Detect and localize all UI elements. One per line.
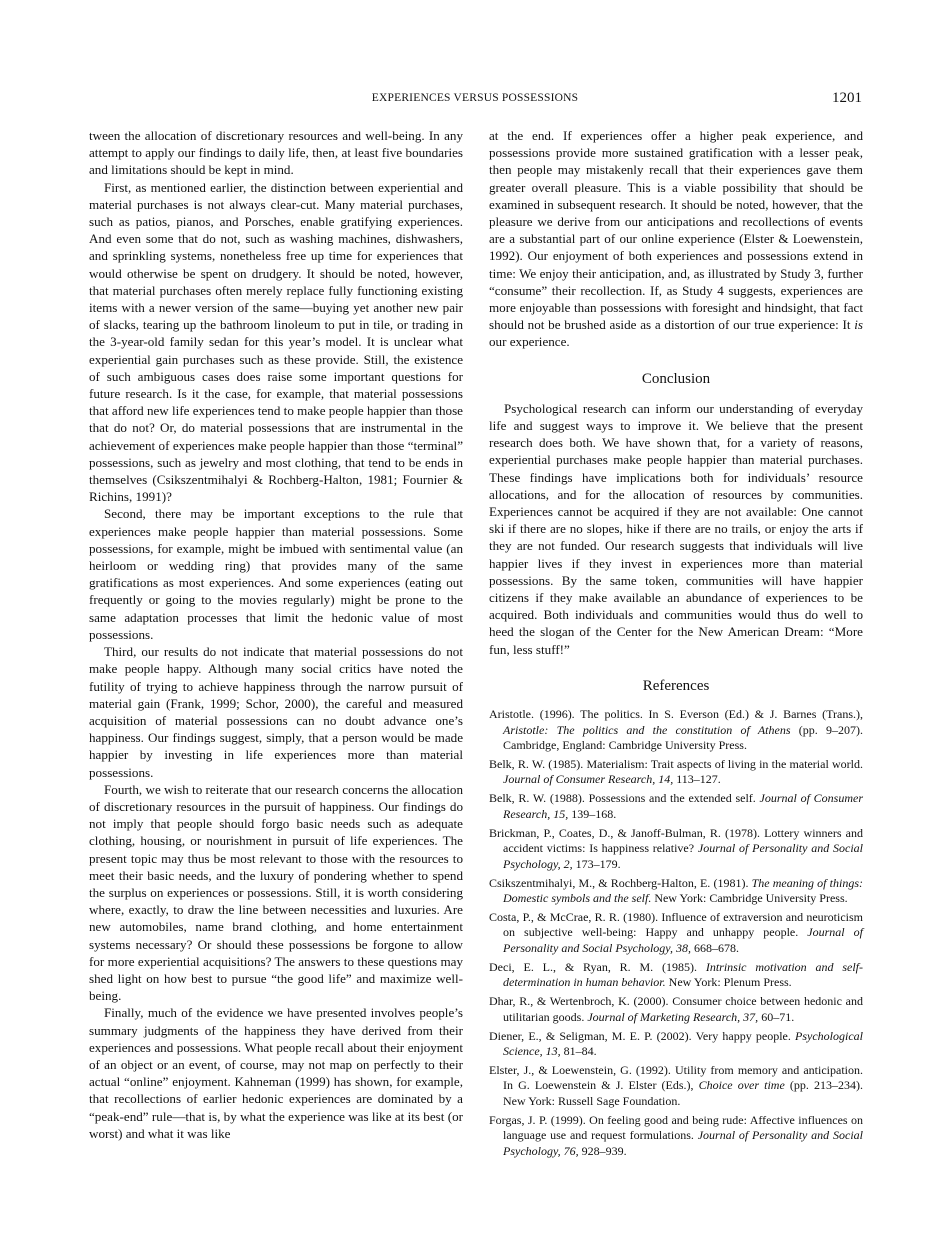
ref-italic: Journal of Personality and Social Psychology, 2, [503, 841, 864, 871]
ref-text: Deci, E. L., & Ryan, R. M. (1985). [489, 959, 706, 974]
references-heading: References [642, 677, 710, 694]
ref-text: 60–71. [758, 1009, 795, 1024]
ref-text: (pp. 9–207). Cambridge, England: Cambridge University Press. [503, 722, 864, 752]
reference-entry [489, 791, 863, 822]
reference-list [489, 707, 863, 1159]
ref-italic: The meaning of things: Domestic symbols and the self. [503, 875, 863, 905]
ref-text: Aristotle. (1996). The politics. In S. Everson (Ed.) & J. Barnes (Trans.), [489, 707, 863, 722]
body-paragraph [489, 127, 863, 351]
reference-entry [489, 1063, 863, 1109]
ref-text: 139–168. [568, 806, 617, 821]
reference-entry [489, 1029, 863, 1060]
reference-entry [489, 757, 863, 788]
body-paragraph: Second, there may be important exceptions to the rule that experiences make people happier than material possessions. Some possessions, for example, might be imbued with sentimental value (an heirloom or wedding ring) that provides many of the same gratifications as most experiences. And some experiences (eating out frequently or going to the movies regularly) might be prone to the same adaptation processes that limit the hedonic value of most possessions. [89, 506, 463, 642]
body-paragraph: Finally, much of the evidence we have presented involves people’s summary judgments of the happiness they have derived from their experiences and possessions. What people recall about their enjoyment of an object or an event, of course, may not map on perfectly to their actual “online” enjoyment. Kahneman (1999) has shown, for example, that recollections of earlier hedonic experiences are dominated by a “peak-end” rule—that is, by what the experience was like at its best (or worst) and what it was like [89, 1005, 463, 1141]
reference-entry [489, 910, 863, 956]
ref-text: Csikszentmihalyi, M., & Rochberg-Halton, E. (1981). [489, 875, 752, 890]
ref-text: New York: Cambridge University Press. [651, 890, 848, 905]
ref-italic: Psychological Science, 13, [503, 1028, 863, 1058]
body-paragraph: Third, our results do not indicate that material possessions do not make people happy. Although many social critics have noted the futility of trying to achieve happiness through the narrow pursuit of material gain (Frank, 1999; Schor, 2000), the careful and measured acquisition of material possessions can no doubt advance one’s happiness. Our findings suggest, simply, that a person would be made happier by investing in life experiences more than material possessions. [89, 644, 463, 780]
ref-italic: Aristotle: The politics and the constitution of Athens [503, 722, 791, 737]
conclusion-heading: Conclusion [641, 370, 711, 387]
reference-entry [489, 876, 863, 907]
reference-entry [489, 707, 863, 753]
ref-text: Elster, J., & Loewenstein, G. (1992). Utility from memory and anticipation. In G. Loewenstein & J. Elster (Eds.), [489, 1062, 863, 1093]
ref-text: New York: Plenum Press. [665, 975, 792, 990]
running-title: EXPERIENCES VERSUS POSSESSIONS [371, 92, 579, 104]
ref-italic: Choice over time [698, 1078, 785, 1093]
emphasis-text: is [854, 317, 863, 333]
body-paragraph: tween the allocation of discretionary resources and well-being. In any attempt to apply our findings to daily life, then, at least five boundaries and limitations should be kept in mind. [89, 128, 463, 178]
ref-text: Forgas, J. P. (1999). On feeling good and being rude: Affective influences on language use and request formulations. [489, 1112, 863, 1143]
ref-italic: Journal of Personality and Social Psychology, 38, [503, 925, 863, 955]
ref-text: Costa, P., & McCrae, R. R. (1980). Influence of extraversion and neuroticism on subjective well-being: Happy and unhappy people. [489, 909, 863, 940]
reference-entry [489, 994, 863, 1025]
ref-text: 113–127. [673, 772, 721, 787]
ref-text: 173–179. [572, 856, 621, 871]
reference-entry [489, 1113, 863, 1159]
ref-italic: Journal of Consumer Research, 15, [503, 791, 864, 821]
continuation-end-text: our experience. [489, 334, 570, 350]
conclusion-paragraph: Psychological research can inform our understanding of everyday life and suggest ways to improve it. We believe that the present research does both. We have shown that, for a variety of reasons, experiential purchases make people happier than material purchases. These findings have implications both for individuals’ resource allocations, and for the allocation of resources by communities. Experiences cannot be acquired if they are not available: One cannot ski if there are no slopes, hike if there are no trails, or enjoy the arts if they are not funded. Our research suggests that individuals will live happier lives if they invest in experiences more than material possessions. By the same token, communities will have happier citizens if they make available an abundance of experiences to be acquired. Both individuals and communities would thus do well to heed the slogan of the Center for the New American Dream: “More fun, less stuff!” [489, 400, 863, 657]
ref-text: Belk, R. W. (1985). Materialism: Trait aspects of living in the material world. [489, 756, 863, 771]
page-number: 1201 [832, 90, 862, 106]
ref-italic: Journal of Personality and Social Psychology, 76, [503, 1128, 863, 1158]
ref-text: 928–939. [578, 1143, 627, 1158]
ref-text: Belk, R. W. (1988). Possessions and the extended self. [489, 791, 760, 806]
ref-text: (pp. 213–234). New York: Russell Sage Foundation. [503, 1078, 863, 1108]
running-head [0, 92, 950, 108]
right-column [489, 127, 863, 1163]
reference-entry [489, 826, 863, 872]
ref-text: Diener, E., & Seligman, M. E. P. (2002). Very happy people. [489, 1028, 796, 1043]
continuation-text: at the end. If experiences offer a higher peak experience, and possessions provide more sustained gratification with a lesser peak, then people may mistakenly recall that their experiences gave them greater overall pleasure. This is a viable possibility that should be examined in subsequent research. It should be noted, however, that the pleasure we derive from our anticipations and recollections of events are a substantial part of our online experience (Elster & Loewenstein, 1992). Our enjoyment of both experiences and possessions extend in time: We enjoy their anticipation, and, as illustrated by Study 3, further “consume” their recollection. If, as Study 4 suggests, experiences are more enjoyable than possessions with foresight and hindsight, that fact should not be brushed aside as a distortion of our true experience: It [489, 128, 863, 333]
ref-text: Brickman, P., Coates, D., & Janoff-Bulman, R. (1978). Lottery winners and accident victims: Is happiness relative? [489, 825, 863, 856]
ref-text: Dhar, R., & Wertenbroch, K. (2000). Consumer choice between hedonic and utilitarian goods. [489, 994, 863, 1024]
reference-entry [489, 960, 863, 991]
ref-text: 81–84. [560, 1043, 597, 1058]
ref-italic: Journal of Marketing Research, 37, [587, 1009, 759, 1024]
ref-italic: Journal of Consumer Research, 14, [503, 772, 674, 787]
ref-italic: Intrinsic motivation and self-determination in human behavior. [503, 959, 863, 990]
body-paragraph: First, as mentioned earlier, the distinction between experiential and material purchases is not always clear-cut. Many material purchases, such as patios, pianos, and Porsches, enable gratifying experiences. And even some that do not, such as washing machines, dishwashers, and sprinkling systems, nonetheless free up time for experiences that would otherwise be spent on drudgery. It should be noted, however, that material purchases often merely replace fully functioning existing items with a newer version of the same—buying yet another new pair of slacks, tearing up the bathroom linoleum to put in tile, or trading in the 3-year-old family sedan for this year’s model. It is unclear what experiential gain purchases such as these provide. Still, the existence of such ambiguous cases does raise some important questions for future research. Is it the case, for example, that material possessions that afford new life experiences tend to make people happier than those that do not? Or, do material possessions that are instrumental in the achievement of experiences make people happier than those “terminal” possessions, such as jewelry and most clothing, that tend to be ends in themselves (Csikszentmihalyi & Rochberg-Halton, 1981; Fournier & Richins, 1991)? [89, 179, 463, 505]
ref-text: 668–678. [690, 940, 739, 955]
body-paragraph: Fourth, we wish to reiterate that our research concerns the allocation of discretionary resources in the pursuit of happiness. Our findings do not imply that people should forgo basic needs such as adequate clothing, housing, or nourishment in pursuit of life experiences. The present topic may thus be most relevant to those with the resources to meet their basic needs, and the luxury of pondering whether to spend the surplus on experiences or possessions. Still, it is worth considering where, exactly, to draw the line between necessities and luxuries. Are new automobiles, name brand clothing, and home entertainment systems necessary? Or should these possessions be forgone to allow for more experiential acquisitions? The answers to these questions may shed light on how best to pursue “the good life” and maximize well-being. [89, 781, 463, 1004]
left-column [89, 127, 463, 1142]
